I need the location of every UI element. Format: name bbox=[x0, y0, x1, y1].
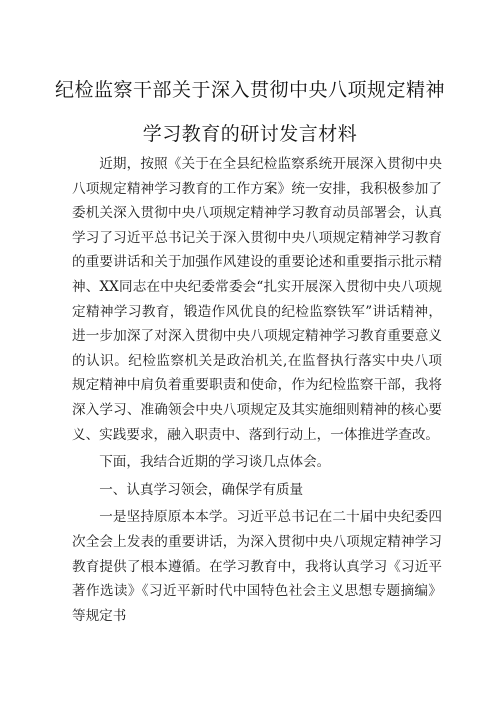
section-heading-1: 一、认真学习领会，确保学有质量 bbox=[99, 481, 304, 498]
paragraph-intro: 近期，按照《关于在全县纪检监察系统开展深入贯彻中央八项规定精神学习教育的工作方案》统一安排，我积极参加了委机关深入贯彻中央八项规定精神学习教育动员部署会，认真学习了习近平总书记关于深入贯彻中央八项规定精神学习教育的重要讲话和关于加强作风建设的重要论述和重要指示批示精神、XX同志在中央纪委常委会“扎实开展深入贯彻中央八项规定精神学习教育，锻造作风优良的纪检监察铁军”讲话精神，进一步加深了对深入贯彻中央八项规定精神学习教育重要意义的认识。纪检监察机关是政治机关,在监督执行落实中央八项规定精神中肩负着重要职责和使命，作为纪检监察干部，我将深入学习、准确领会中央八项规定及其实施细则精神的核心要义、实践要求，融入职责中、落到行动上，一体推进学查改。 bbox=[72, 156, 442, 443]
document-title-line-2: 学习教育的研讨发言材料 bbox=[142, 123, 358, 145]
paragraph-section-1-point-1: 一是坚持原原本本学。习近平总书记在二十届中央纪委四次全会上发表的重要讲话，为深入贯彻中央八项规定精神学习教育提供了根本遵循。在学习教育中，我将认真学习《习近平著作选读》《习近平新时代中国特色社会主义思想专题摘编》等规定书 bbox=[72, 509, 442, 624]
paragraph-transition: 下面，我结合近期的学习谈几点体会。 bbox=[99, 454, 331, 471]
document-title-line-1: 纪检监察干部关于深入贯彻中央八项规定精神 bbox=[54, 79, 445, 101]
document-body bbox=[72, 152, 442, 628]
